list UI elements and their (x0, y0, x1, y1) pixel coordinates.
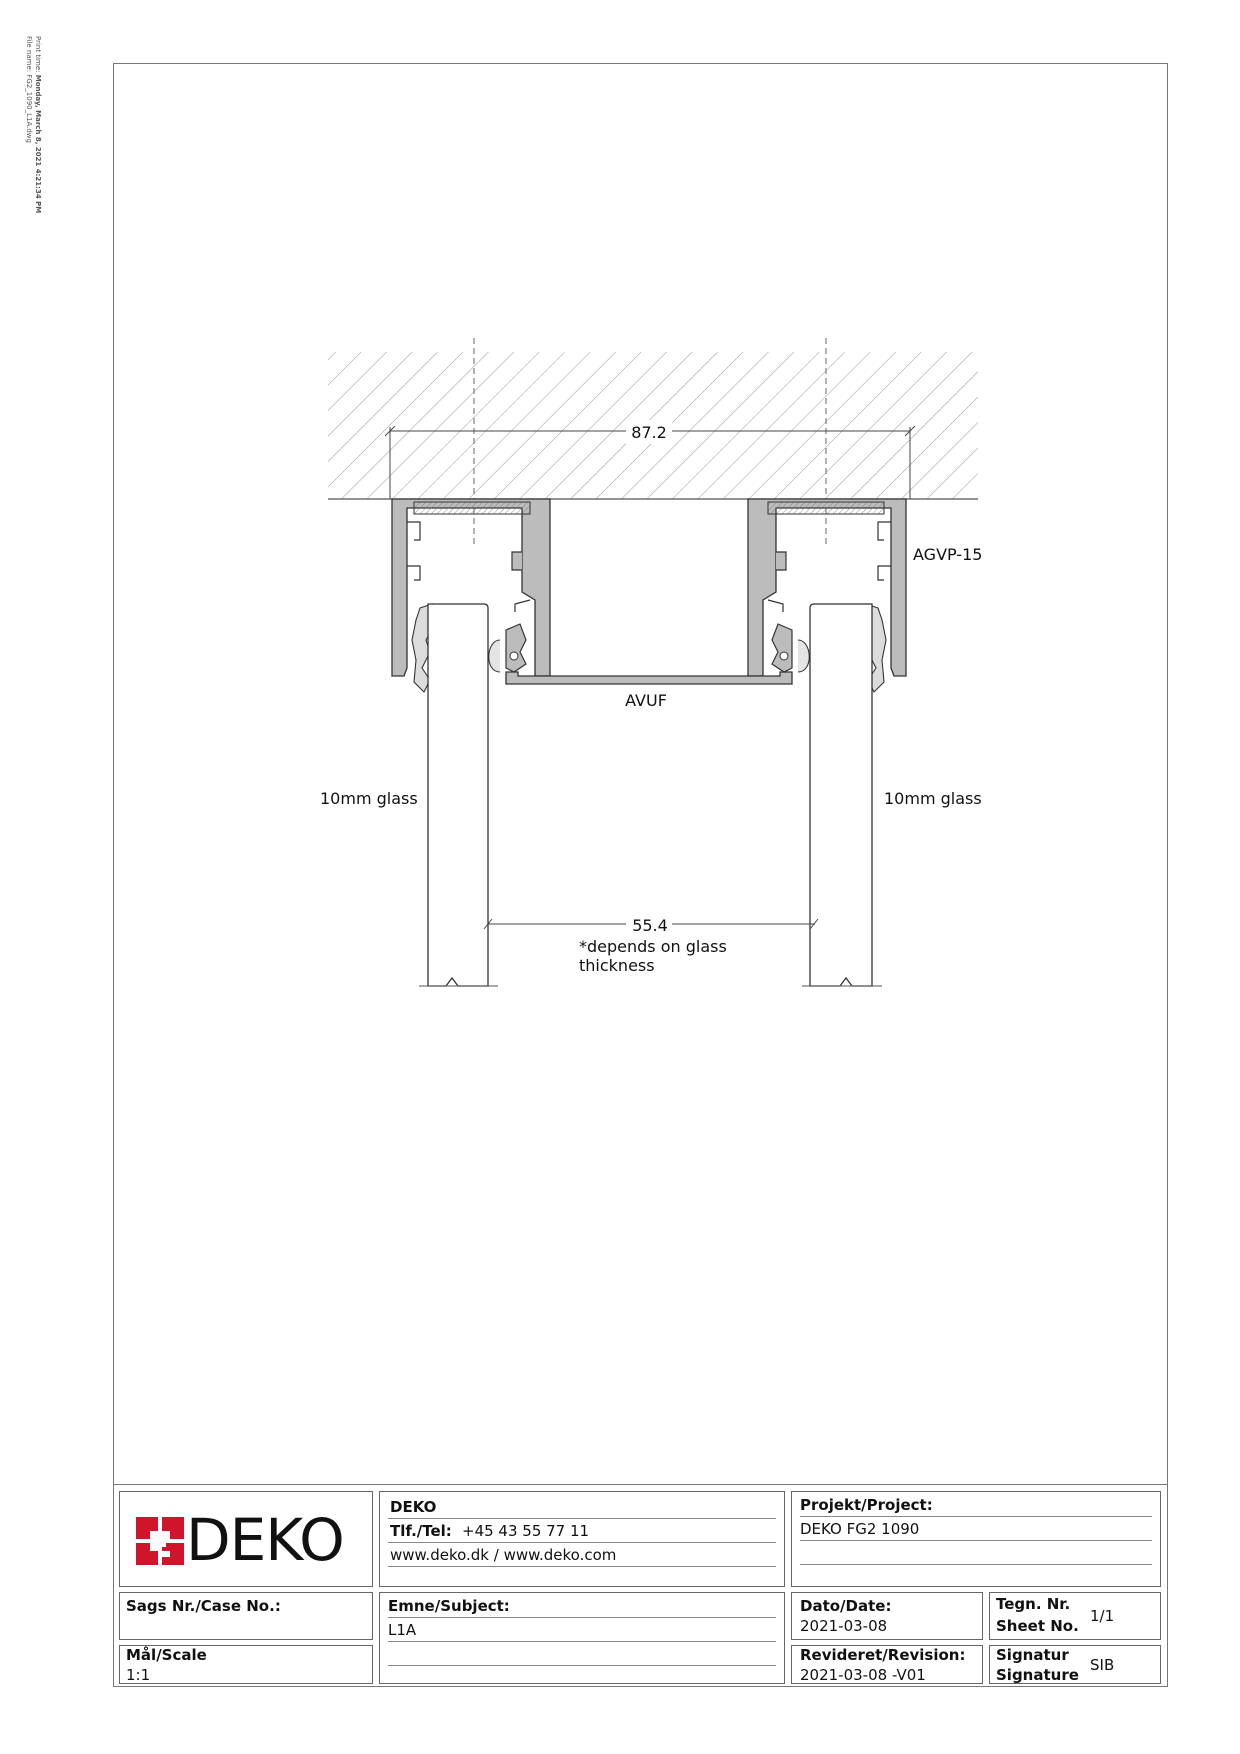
sheet-value: 1/1 (1090, 1607, 1115, 1625)
company-web: www.deko.dk / www.deko.com (390, 1546, 617, 1564)
date-cell (791, 1592, 983, 1640)
case-label: Sags Nr./Case No.: (126, 1597, 281, 1615)
revision-label: Revideret/Revision: (800, 1646, 966, 1664)
dim-note-line1: *depends on glass (579, 937, 727, 956)
sheet-label-1: Tegn. Nr. (996, 1595, 1071, 1613)
tel-label: Tlf./Tel: (390, 1522, 452, 1540)
dim-note-line2: thickness (579, 956, 655, 975)
label-agvp-15: AGVP-15 (913, 545, 983, 564)
date-label: Dato/Date: (800, 1597, 892, 1615)
project-cell (791, 1491, 1161, 1587)
subject-cell (379, 1592, 785, 1684)
subject-value: L1A (388, 1621, 417, 1639)
title-block (113, 1484, 1168, 1688)
glass-right (802, 604, 882, 986)
file-name-value: FG2_1090_L1A.dwg (25, 74, 33, 143)
logo-cell (119, 1491, 373, 1587)
dim-bottom-label: 55.4 (632, 916, 668, 935)
logo-text: DEKO (186, 1506, 344, 1574)
company-name: DEKO (390, 1498, 437, 1516)
label-glass-right: 10mm glass (884, 789, 982, 808)
signature-label-1: Signatur (996, 1646, 1069, 1664)
sheet-cell (989, 1592, 1161, 1640)
dim-top-label: 87.2 (631, 423, 667, 442)
deko-logo-icon (136, 1517, 184, 1565)
label-avuf: AVUF (625, 691, 667, 710)
revision-value: 2021-03-08 -V01 (800, 1666, 926, 1684)
project-value: DEKO FG2 1090 (800, 1520, 920, 1538)
signature-cell (989, 1645, 1161, 1684)
case-cell (119, 1592, 373, 1640)
print-time-label: Print time: (34, 36, 42, 73)
file-name-label: File name: (25, 36, 33, 73)
date-value: 2021-03-08 (800, 1617, 888, 1635)
subject-label: Emne/Subject: (388, 1597, 510, 1615)
label-glass-left: 10mm glass (320, 789, 418, 808)
glass-left (419, 604, 498, 986)
company-cell (379, 1491, 785, 1587)
signature-value: SIB (1090, 1656, 1115, 1674)
scale-label: Mål/Scale (126, 1646, 207, 1664)
sheet-label-2: Sheet No. (996, 1617, 1079, 1635)
scale-cell (119, 1645, 373, 1684)
revision-cell (791, 1645, 983, 1684)
tel-value: +45 43 55 77 11 (462, 1522, 590, 1540)
signature-label-2: Signature (996, 1666, 1079, 1684)
print-time-value: Monday, March 8, 2021 4:21:34 PM (34, 74, 42, 214)
scale-value: 1:1 (126, 1666, 151, 1684)
project-label: Projekt/Project: (800, 1496, 933, 1514)
